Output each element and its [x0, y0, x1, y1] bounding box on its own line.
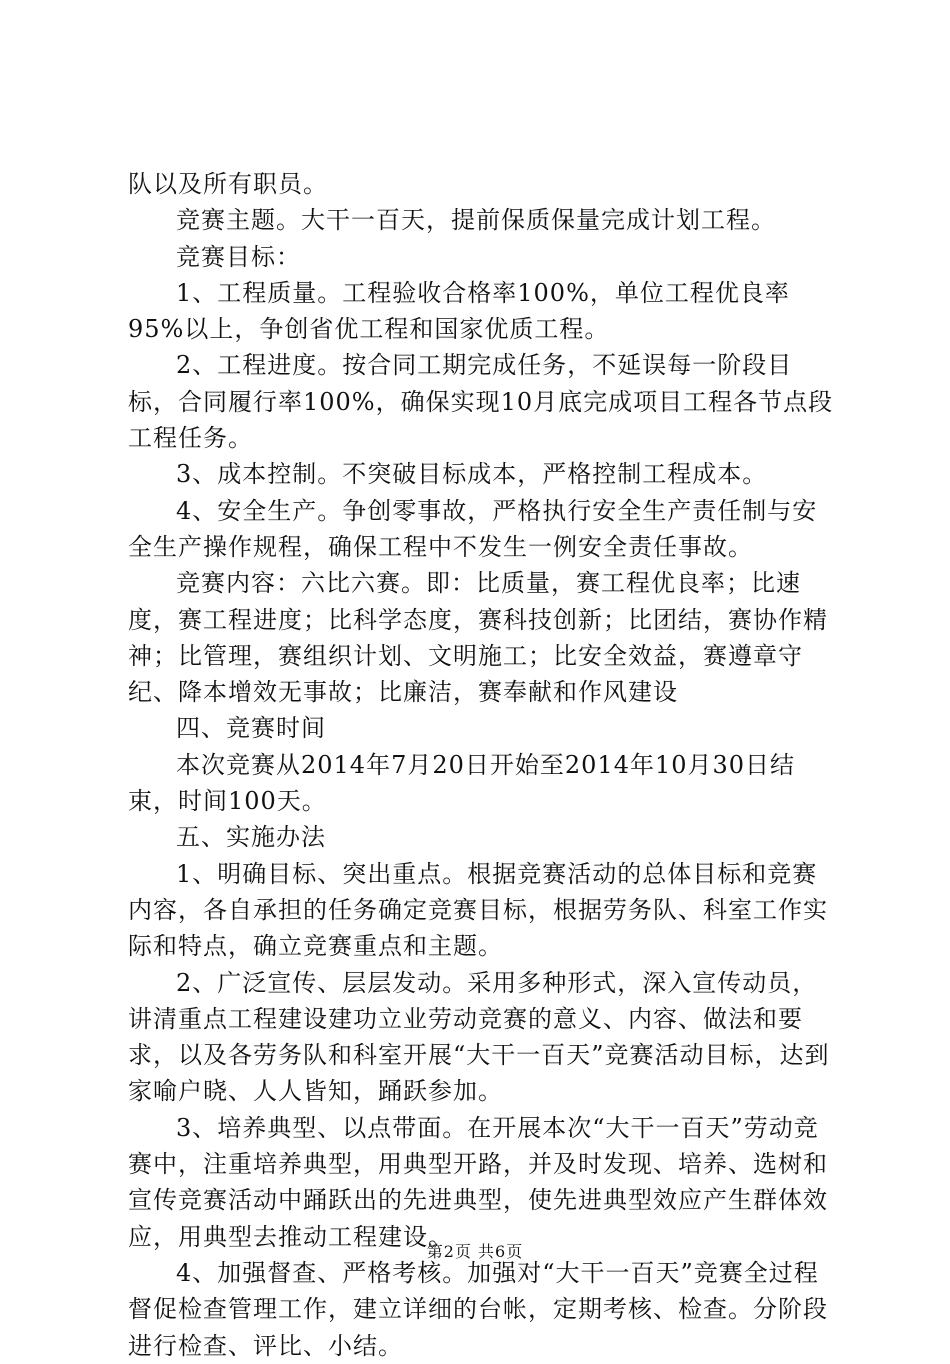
section-heading-4: 四、竞赛时间	[176, 714, 326, 743]
paragraph-13: 2、广泛宣传、层层发动。采用多种形式，深入宣传动员，讲清重点工程建设建功立业劳动竞赛的意义、内容、做法和要求，以及各劳务队和科室开展“大干一百天”竞赛活动目标，达到家喻户晓、人人皆知，踊跃参加。	[128, 968, 830, 1106]
document-body	[128, 166, 838, 1364]
paragraph-2: 竞赛主题。大干一百天，提前保质保量完成计划工程。	[176, 206, 776, 235]
paragraph-5: 2、工程进度。按合同工期完成任务，不延误每一阶段目标，合同履行率100%，确保实现10月底完成项目工程各节点段工程任务。	[128, 351, 834, 453]
paragraph-6: 3、成本控制。不突破目标成本，严格控制工程成本。	[176, 460, 768, 489]
paragraph-3: 竞赛目标：	[176, 242, 301, 271]
paragraph-7: 4、安全生产。争创零事故，严格执行安全生产责任制与安全生产操作规程，确保工程中不发生一例安全责任事故。	[128, 496, 818, 561]
paragraph-15: 4、加强督查、严格考核。加强对“大干一百天”竞赛全过程督促检查管理工作，建立详细的台帐，定期考核、检查。分阶段进行检查、评比、小结。	[128, 1258, 828, 1360]
paragraph-1: 队以及所有职员。	[128, 170, 328, 198]
page-footer: 第2页 共6页	[426, 1242, 524, 1261]
paragraph-8: 竞赛内容：六比六赛。即：比质量，赛工程优良率；比速度，赛工程进度；比科学态度，赛科技创新；比团结，赛协作精神；比管理，赛组织计划、文明施工；比安全效益，赛遵章守纪、降本增效无事故；比廉洁，赛奉献和作风建设	[128, 569, 828, 707]
paragraph-12: 1、明确目标、突出重点。根据竞赛活动的总体目标和竞赛内容，各自承担的任务确定竞赛目标，根据劳务队、科室工作实际和特点，确立竞赛重点和主题。	[128, 859, 828, 961]
paragraph-10: 本次竞赛从2014年7月20日开始至2014年10月30日结束，时间100天。	[128, 750, 796, 816]
section-heading-5: 五、实施办法	[176, 823, 326, 852]
paragraph-14: 3、培养典型、以点带面。在开展本次“大干一百天”劳动竞赛中，注重培养典型，用典型开路，并及时发现、培养、选树和宣传竞赛活动中踊跃出的先进典型，使先进典型效应产生群体效应，用典型去推动工程建设。	[128, 1113, 828, 1251]
paragraph-4: 1、工程质量。工程验收合格率100%，单位工程优良率95%以上，争创省优工程和国家优质工程。	[128, 278, 790, 344]
